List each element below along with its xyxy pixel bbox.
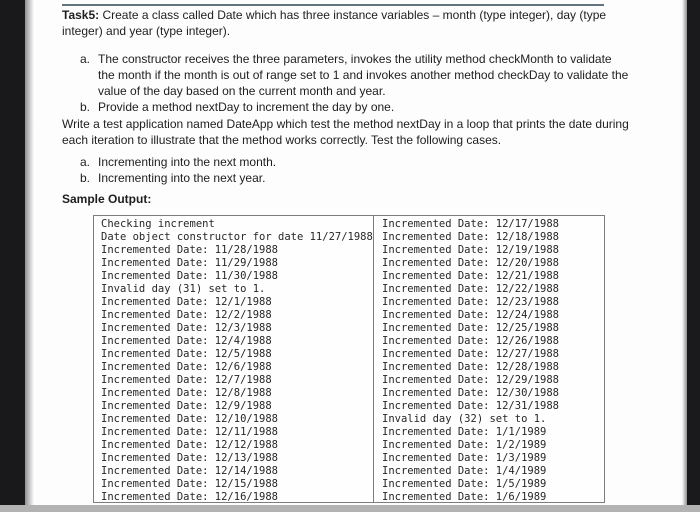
list-marker: a. xyxy=(80,52,91,66)
console-line: Incremented Date: 12/12/1988 xyxy=(101,439,279,451)
console-line: Invalid day (31) set to 1. xyxy=(101,283,266,295)
console-line: Incremented Date: 1/4/1989 xyxy=(382,465,547,477)
viewer-right-bar xyxy=(687,0,700,505)
console-output-table xyxy=(93,215,605,503)
console-line: Incremented Date: 12/18/1988 xyxy=(382,231,560,243)
console-line: Incremented Date: 12/5/1988 xyxy=(101,348,272,360)
console-line: Incremented Date: 12/28/1988 xyxy=(382,361,560,373)
list-marker: b. xyxy=(80,100,91,114)
console-line: Incremented Date: 12/3/1988 xyxy=(101,322,272,334)
viewer-left-bar-shadow xyxy=(25,0,34,505)
requirement-item-a xyxy=(80,51,632,99)
viewer-bottom-strip xyxy=(0,505,700,512)
console-line: Incremented Date: 1/3/1989 xyxy=(382,452,547,464)
console-line: Incremented Date: 12/4/1988 xyxy=(101,335,272,347)
page-top-rule xyxy=(62,4,604,6)
list-marker: a. xyxy=(80,155,91,169)
console-line: Incremented Date: 12/24/1988 xyxy=(382,309,560,321)
requirement-text: Provide a method nextDay to increment the day by one. xyxy=(98,100,395,114)
console-line: Incremented Date: 12/16/1988 xyxy=(101,491,279,502)
console-line: Incremented Date: 12/23/1988 xyxy=(382,296,560,308)
viewer-left-bar xyxy=(0,0,25,505)
console-line: Incremented Date: 12/26/1988 xyxy=(382,335,560,347)
console-line: Incremented Date: 12/30/1988 xyxy=(382,387,560,399)
console-line: Incremented Date: 12/22/1988 xyxy=(382,283,560,295)
task-intro-text: Create a class called Date which has three instance variables – month (type integer), day (type integer) and year (type integer). xyxy=(62,8,607,38)
requirement-item-b xyxy=(80,99,632,115)
console-line: Incremented Date: 1/1/1989 xyxy=(382,426,547,438)
viewer-right-bar-shadow xyxy=(682,0,687,505)
test-app-paragraph: Write a test application named DateApp which test the method nextDay in a loop that prints the date during each iteration to illustrate that the method works correctly. Test the following cases. xyxy=(62,117,629,147)
sample-output-label: Sample Output: xyxy=(62,192,152,206)
task-label: Task5: xyxy=(62,8,100,22)
list-marker: b. xyxy=(80,171,91,185)
console-line: Incremented Date: 12/31/1988 xyxy=(382,400,560,412)
console-line: Incremented Date: 12/7/1988 xyxy=(101,374,272,386)
test-case-item-a xyxy=(80,154,632,170)
console-line: Incremented Date: 12/25/1988 xyxy=(382,322,560,334)
console-line: Incremented Date: 12/13/1988 xyxy=(101,452,279,464)
console-line: Incremented Date: 1/6/1989 xyxy=(382,491,547,502)
console-line: Date object constructor for date 11/27/1988 xyxy=(101,231,373,243)
console-line: Incremented Date: 12/11/1988 xyxy=(101,426,279,438)
console-line: Incremented Date: 1/5/1989 xyxy=(382,478,547,490)
test-case-item-b xyxy=(80,170,632,186)
console-line: Incremented Date: 11/29/1988 xyxy=(101,257,279,269)
task-heading-paragraph xyxy=(62,7,638,39)
console-line: Incremented Date: 12/17/1988 xyxy=(382,218,560,230)
console-line: Incremented Date: 12/21/1988 xyxy=(382,270,560,282)
console-line: Incremented Date: 12/14/1988 xyxy=(101,465,279,477)
console-line: Incremented Date: 11/28/1988 xyxy=(101,244,279,256)
test-case-text: Incrementing into the next month. xyxy=(98,155,277,169)
test-case-text: Incrementing into the next year. xyxy=(98,171,266,185)
console-column-right xyxy=(374,216,604,502)
console-line: Incremented Date: 12/9/1988 xyxy=(101,400,272,412)
console-line: Incremented Date: 12/27/1988 xyxy=(382,348,560,360)
console-line: Incremented Date: 12/29/1988 xyxy=(382,374,560,386)
console-line: Incremented Date: 12/20/1988 xyxy=(382,257,560,269)
console-line: Incremented Date: 12/1/1988 xyxy=(101,296,272,308)
console-line: Invalid day (32) set to 1. xyxy=(382,413,547,425)
console-line: Incremented Date: 11/30/1988 xyxy=(101,270,279,282)
console-line: Incremented Date: 12/15/1988 xyxy=(101,478,279,490)
console-line: Incremented Date: 12/8/1988 xyxy=(101,387,272,399)
console-line: Checking increment xyxy=(101,218,215,230)
console-line: Incremented Date: 12/2/1988 xyxy=(101,309,272,321)
console-line: Incremented Date: 12/19/1988 xyxy=(382,244,560,256)
console-line: Incremented Date: 12/6/1988 xyxy=(101,361,272,373)
console-line: Incremented Date: 12/10/1988 xyxy=(101,413,279,425)
console-line: Incremented Date: 1/2/1989 xyxy=(382,439,547,451)
requirement-text: The constructor receives the three parameters, invokes the utility method checkMonth to validate the month if the month is out of range set to 1 and invokes another method checkDay to validate the value of the day based on the current month and year. xyxy=(98,52,629,98)
console-column-left xyxy=(94,216,374,502)
